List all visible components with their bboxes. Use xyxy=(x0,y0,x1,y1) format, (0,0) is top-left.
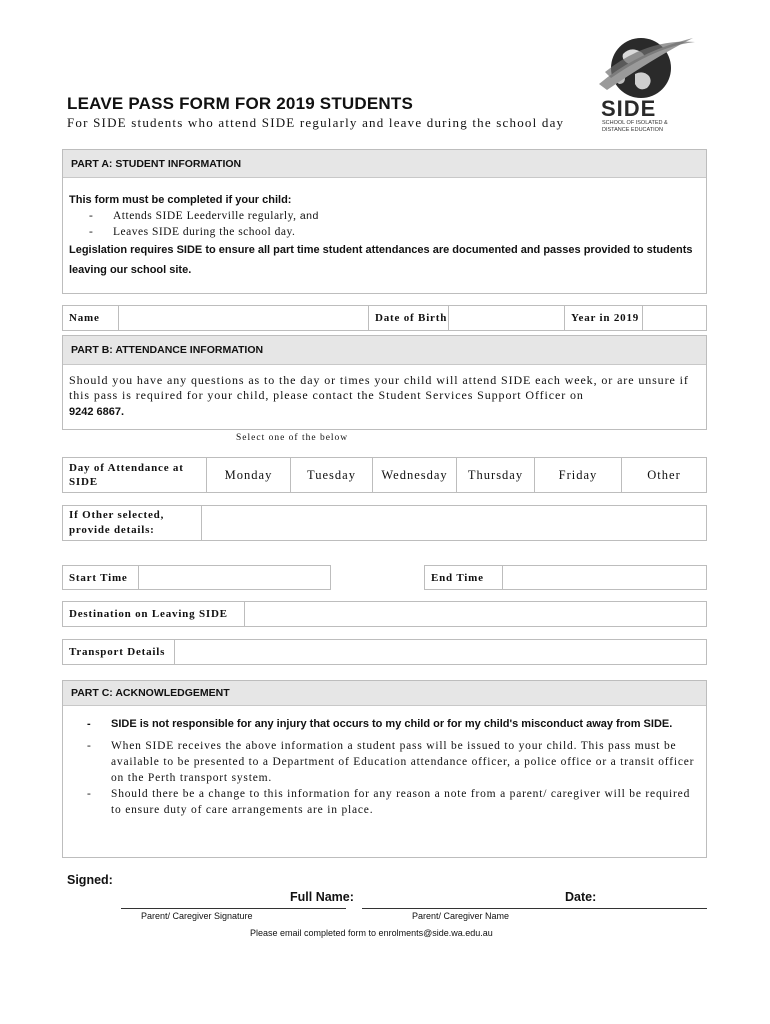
part-a-intro: This form must be completed if your child: xyxy=(69,194,292,206)
date-label: Date: xyxy=(565,890,597,904)
day-option-wednesday[interactable]: Wednesday xyxy=(373,458,457,492)
globe-swoosh-icon xyxy=(597,32,697,104)
list-item: - Should there be a change to this information for any reason a note from a parent/ caregiver will be required to ensure duty of care arrangements are in place. xyxy=(87,788,691,816)
other-details-label: If Other selected, provide details: xyxy=(63,506,202,540)
year-input[interactable] xyxy=(643,306,706,330)
transport-row xyxy=(62,639,707,665)
end-time-input[interactable] xyxy=(503,566,706,589)
start-time-row xyxy=(62,565,331,590)
logo-tagline-1: SCHOOL OF ISOLATED & xyxy=(602,120,668,126)
part-c-heading: PART C: ACKNOWLEDGEMENT xyxy=(63,681,706,706)
day-option-monday[interactable]: Monday xyxy=(207,458,291,492)
select-note: Select one of the below xyxy=(236,433,349,443)
other-details-input[interactable] xyxy=(202,506,706,540)
list-item: - When SIDE receives the above information a student pass will be issued to your child. This pass must be available to be presented to a Department of Education attendance officer, a police office or a transit officer on the Perth transport system. xyxy=(87,740,695,784)
day-option-tuesday[interactable]: Tuesday xyxy=(291,458,373,492)
legislation-note: Legislation requires SIDE to ensure all part time student attendances are documented and passes provided to students leaving our school site. xyxy=(69,244,693,276)
name-date-line[interactable] xyxy=(362,908,707,909)
name-input[interactable] xyxy=(119,306,369,330)
support-phone: 9242 6867. xyxy=(69,406,125,418)
side-logo xyxy=(597,32,697,140)
dob-label: Date of Birth xyxy=(369,306,449,330)
list-item: - Leaves SIDE during the school day. xyxy=(89,226,296,238)
acknowledgement-list xyxy=(63,706,706,818)
part-a-criteria-list xyxy=(69,208,706,240)
part-c-section xyxy=(62,680,707,858)
list-item: - Attends SIDE Leederville regularly, and xyxy=(89,210,319,222)
destination-input[interactable] xyxy=(245,602,706,626)
dob-input[interactable] xyxy=(449,306,565,330)
day-option-friday[interactable]: Friday xyxy=(535,458,622,492)
form-title: LEAVE PASS FORM FOR 2019 STUDENTS xyxy=(67,94,414,113)
logo-wordmark: SIDE xyxy=(601,96,657,121)
part-b-heading: PART B: ATTENDANCE INFORMATION xyxy=(63,336,706,365)
part-b-info: Should you have any questions as to the day or times your child will attend SIDE each week, or are unsure if this pass is required for your child, please contact the Student Services Support Officer on xyxy=(69,373,689,402)
form-subtitle: For SIDE students who attend SIDE regularly and leave during the school day xyxy=(67,115,565,130)
start-time-input[interactable] xyxy=(139,566,330,589)
transport-label: Transport Details xyxy=(63,640,175,664)
logo-tagline-2: DISTANCE EDUCATION xyxy=(602,127,663,133)
day-option-other[interactable]: Other xyxy=(647,467,681,482)
part-b-section xyxy=(62,335,707,430)
signed-label: Signed: xyxy=(67,873,113,887)
full-name-label: Full Name: xyxy=(290,890,354,904)
transport-input[interactable] xyxy=(175,640,706,664)
name-label: Name xyxy=(63,306,119,330)
other-details-row xyxy=(62,505,707,541)
start-time-label: Start Time xyxy=(63,566,139,589)
name-caption: Parent/ Caregiver Name xyxy=(412,911,510,921)
email-note: Please email completed form to enrolments@side.wa.edu.au xyxy=(250,928,493,938)
year-label: Year in 2019 xyxy=(565,306,643,330)
part-a-heading: PART A: STUDENT INFORMATION xyxy=(63,150,706,178)
list-item: - SIDE is not responsible for any injury that occurs to my child or for my child's misconduct away from SIDE. xyxy=(87,718,673,730)
attendance-day-label: Day of Attendance at SIDE xyxy=(63,458,207,492)
and-word: and xyxy=(299,210,319,222)
attendance-day-row xyxy=(62,457,707,493)
part-a-section xyxy=(62,149,707,294)
destination-label: Destination on Leaving SIDE xyxy=(63,602,245,626)
signature-line[interactable] xyxy=(121,908,346,909)
end-time-row xyxy=(424,565,707,590)
student-details-row xyxy=(62,305,707,331)
signature-caption: Parent/ Caregiver Signature xyxy=(141,911,253,921)
end-time-label: End Time xyxy=(425,566,503,589)
destination-row xyxy=(62,601,707,627)
day-option-thursday[interactable]: Thursday xyxy=(457,458,535,492)
